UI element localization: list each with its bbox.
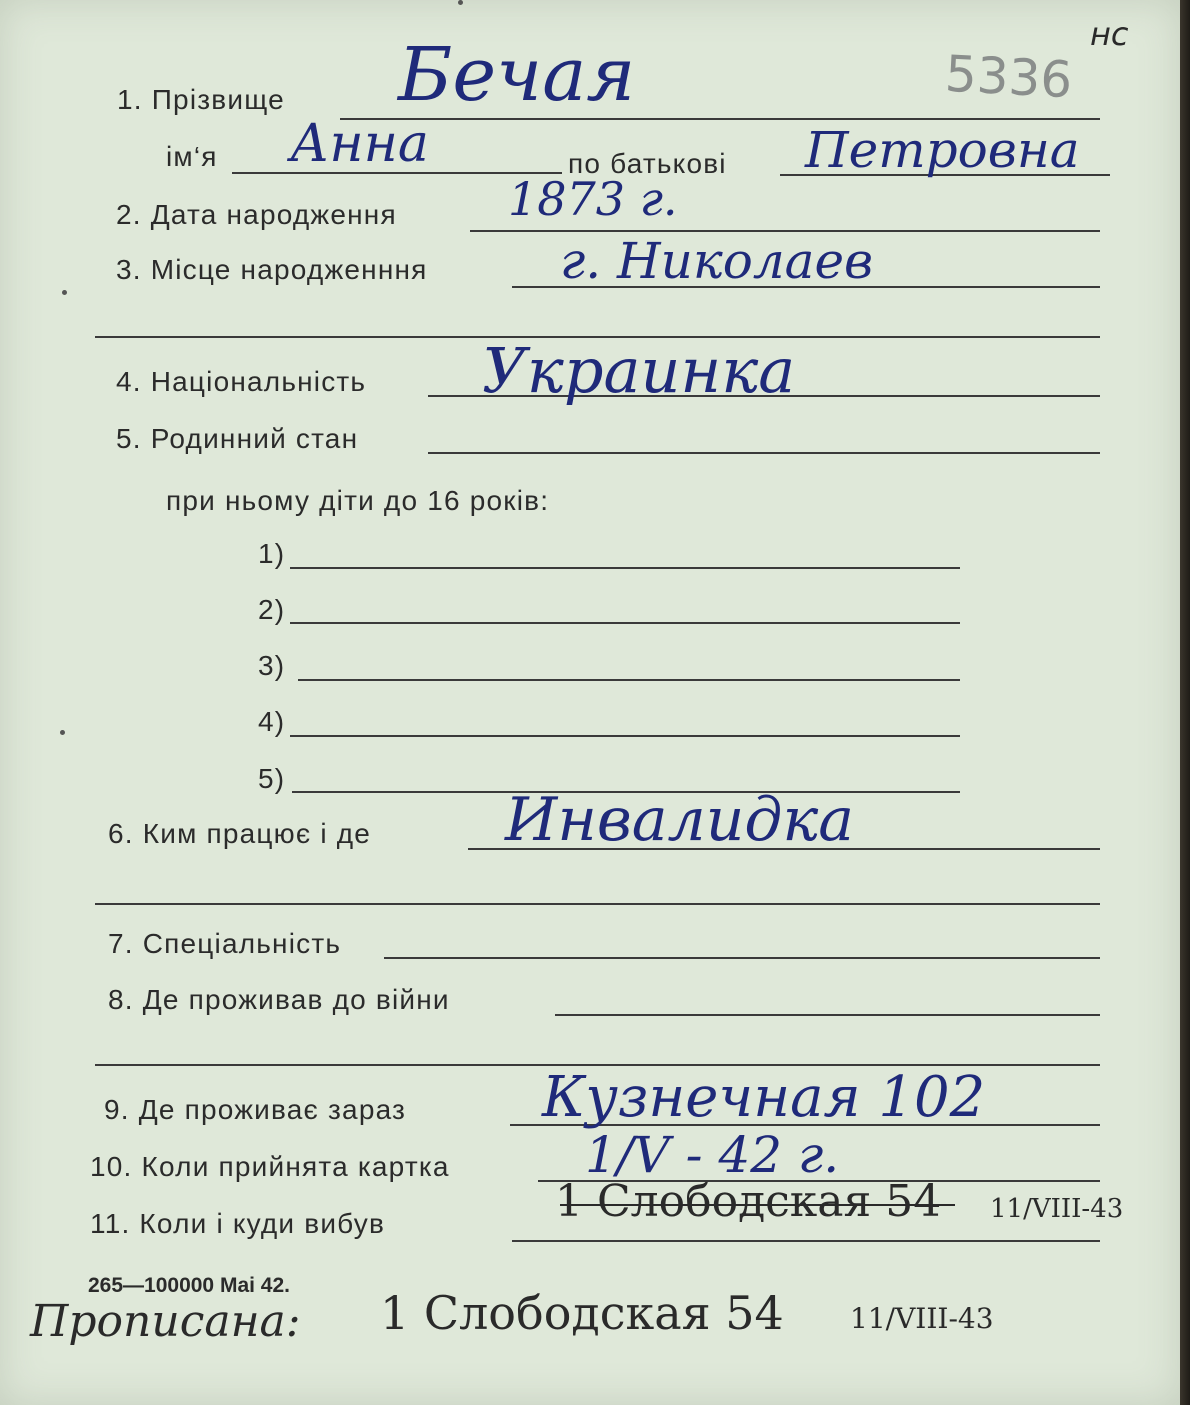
hw-surname: Бечая [398, 32, 636, 118]
label-patronymic: по батькові [568, 148, 727, 179]
line-prewar-address [555, 1014, 1100, 1016]
hw-occupation: Инвалидка [505, 785, 855, 855]
label-birth-date: 2. Дата народження [116, 199, 397, 230]
hw-footer-label: Прописана: [30, 1296, 301, 1347]
strike-moved [560, 1204, 955, 1206]
label-nationality: 4. Національність [116, 366, 367, 397]
label-birth-place: 3. Місце народженння [116, 254, 428, 285]
line-surname [340, 118, 1100, 120]
label-child-3: 3) [258, 650, 286, 681]
card-edge [1180, 0, 1190, 1405]
label-surname: 1. Прізвище [117, 84, 285, 115]
label-child-5: 5) [258, 763, 286, 794]
line-child-2 [290, 622, 960, 624]
line-child-4 [290, 735, 960, 737]
label-child-1: 1) [258, 538, 286, 569]
hw-name: Анна [290, 114, 429, 174]
label-child-4: 4) [258, 706, 286, 737]
hw-moved-date: 11/VIII-43 [990, 1194, 1124, 1224]
hw-current-address: Кузнечная 102 [542, 1065, 986, 1130]
line-child-3 [298, 679, 960, 681]
label-moved: 11. Коли і куди вибув [90, 1208, 386, 1239]
label-children: при ньому діти до 16 років: [166, 485, 550, 516]
label-child-2: 2) [258, 594, 286, 625]
label-prewar-address: 8. Де проживав до війни [108, 984, 450, 1015]
label-marital: 5. Родинний стан [116, 423, 359, 454]
label-name: ім‘я [166, 141, 218, 172]
line-specialty [384, 957, 1100, 959]
label-card-date: 10. Коли прийнята картка [90, 1151, 450, 1182]
hw-footer-date: 11/VIII-43 [850, 1302, 994, 1335]
hw-birth-date: 1873 г. [508, 172, 678, 226]
speck-3 [458, 0, 463, 5]
hw-patronymic: Петровна [805, 121, 1080, 179]
corner-mark: нс [1090, 15, 1129, 53]
line-occupation-extra [95, 903, 1100, 905]
line-marital [428, 452, 1100, 454]
speck-1 [62, 290, 67, 295]
label-current-address: 9. Де проживає зараз [104, 1094, 407, 1125]
line-child-1 [290, 567, 960, 569]
label-specialty: 7. Спеціальність [108, 928, 342, 959]
hw-moved-to: 1 Слободская 54 [555, 1176, 942, 1227]
label-occupation: 6. Ким працює і де [108, 818, 372, 849]
print-code: 265—100000 Mai 42. [88, 1274, 290, 1297]
hw-nationality: Украинка [482, 334, 796, 407]
speck-2 [60, 730, 65, 735]
hw-card-date: 1/V - 42 г. [585, 1126, 840, 1184]
hw-birth-place: г. Николаев [560, 232, 874, 290]
hw-footer-address: 1 Слободская 54 [380, 1286, 784, 1340]
card-number: 5336 [943, 44, 1074, 110]
line-moved [512, 1240, 1100, 1242]
